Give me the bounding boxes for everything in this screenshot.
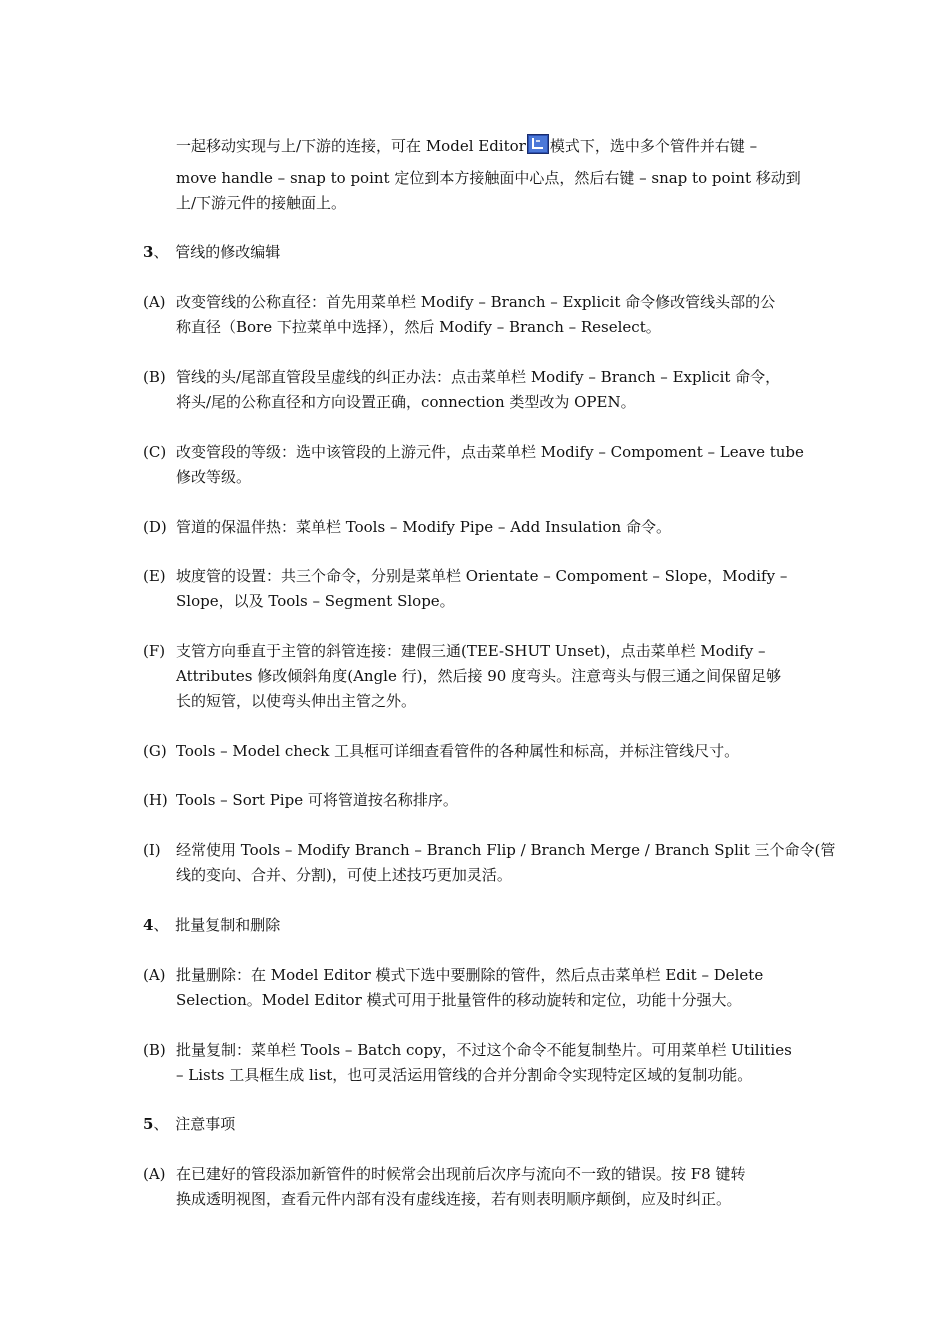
s3-item-c-label: (C)	[143, 443, 167, 461]
s3-item-g-label: (G)	[143, 742, 167, 760]
s3-item-i-label: (I)	[143, 841, 161, 859]
s3-item-b-line-2: 将头/尾的公称直径和方向设置正确，connection 类型改为 OPEN。	[176, 393, 636, 411]
s4-item-b-label: (B)	[143, 1041, 166, 1059]
section-4-heading	[143, 915, 280, 935]
s3-item-a-label: (A)	[143, 293, 166, 311]
s3-item-f-line-3: 长的短管，以使弯头伸出主管之外。	[176, 692, 417, 710]
section-4-sep: 、	[153, 916, 169, 934]
section-4-title: 批量复制和删除	[175, 916, 281, 934]
section-5-title: 注意事项	[175, 1115, 236, 1133]
s3-item-e-label: (E)	[143, 567, 166, 585]
s3-item-e-line-1: 坡度管的设置：共三个命令，分别是菜单栏 Orientate – Compoment – Slope，Modify –	[176, 567, 788, 585]
s3-item-h-line-1: Tools – Sort Pipe 可将管道按名称排序。	[176, 791, 458, 809]
section-3-title: 管线的修改编辑	[175, 243, 281, 261]
s5-item-a-label: (A)	[143, 1165, 166, 1183]
s3-item-i-line-1: 经常使用 Tools – Modify Branch – Branch Flip / Branch Merge / Branch Split 三个命令(管	[176, 841, 836, 859]
intro-line-1	[176, 134, 757, 156]
s3-item-b-line-1: 管线的头/尾部直管段呈虚线的纠正办法：点击菜单栏 Modify – Branch – Explicit 命令，	[176, 368, 781, 386]
s5-item-a-line-1: 在已建好的管段添加新管件的时候常会出现前后次序与流向不一致的错误。按 F8 键转	[176, 1165, 746, 1183]
s3-item-a-line-1: 改变管线的公称直径：首先用菜单栏 Modify – Branch – Explicit 命令修改管线头部的公	[176, 293, 776, 311]
s3-item-g-line-1: Tools – Model check 工具框可详细查看管件的各种属性和标高，并标注管线尺寸。	[176, 742, 740, 760]
s3-item-b-label: (B)	[143, 368, 166, 386]
section-3-sep: 、	[153, 243, 169, 261]
section-5-sep: 、	[153, 1115, 169, 1133]
s4-item-a-line-1: 批量删除：在 Model Editor 模式下选中要删除的管件，然后点击菜单栏 Edit – Delete	[176, 966, 764, 984]
s3-item-h-label: (H)	[143, 791, 168, 809]
intro-line-2: move handle – snap to point 定位到本方接触面中心点，然后右键 – snap to point 移动到	[176, 169, 801, 187]
model-editor-icon	[527, 134, 549, 154]
s4-item-a-label: (A)	[143, 966, 166, 984]
section-3-number: 3	[143, 243, 154, 261]
s4-item-b-line-2: – Lists 工具框生成 list，也可灵活运用管线的合并分割命令实现特定区域的复制功能。	[176, 1066, 753, 1084]
s3-item-f-label: (F)	[143, 642, 166, 660]
s3-item-e-line-2: Slope，以及 Tools – Segment Slope。	[176, 592, 455, 610]
intro-line-1-text-b: 模式下，选中多个管件并右键 –	[549, 137, 758, 155]
section-5-heading	[143, 1114, 235, 1134]
s3-item-i-line-2: 线的变向、合并、分割)，可使上述技巧更加灵活。	[176, 866, 512, 884]
section-4-number: 4	[143, 916, 154, 934]
intro-line-3: 上/下游元件的接触面上。	[176, 194, 347, 212]
s3-item-f-line-2: Attributes 修改倾斜角度(Angle 行)，然后接 90 度弯头。注意弯头与假三通之间保留足够	[176, 667, 782, 685]
s3-item-d-label: (D)	[143, 518, 167, 536]
s3-item-c-line-1: 改变管段的等级：选中该管段的上游元件，点击菜单栏 Modify – Compoment – Leave tube	[176, 443, 804, 461]
s3-item-d-line-1: 管道的保温伴热：菜单栏 Tools – Modify Pipe – Add Insulation 命令。	[176, 518, 671, 536]
s3-item-c-line-2: 修改等级。	[176, 468, 252, 486]
s5-item-a-line-2: 换成透明视图，查看元件内部有没有虚线连接，若有则表明顺序颠倒，应及时纠正。	[176, 1190, 732, 1208]
s3-item-a-line-2: 称直径（Bore 下拉菜单中选择），然后 Modify – Branch – Reselect。	[176, 318, 661, 336]
s4-item-b-line-1: 批量复制：菜单栏 Tools – Batch copy，不过这个命令不能复制垫片。可用菜单栏 Utilities	[176, 1041, 792, 1059]
s3-item-f-line-1: 支管方向垂直于主管的斜管连接：建假三通(TEE-SHUT Unset)，点击菜单栏 Modify –	[176, 642, 766, 660]
s4-item-a-line-2: Selection。Model Editor 模式可用于批量管件的移动旋转和定位，功能十分强大。	[176, 991, 742, 1009]
intro-line-1-text-a: 一起移动实现与上/下游的连接，可在 Model Editor	[176, 137, 526, 155]
section-5-number: 5	[143, 1115, 154, 1133]
section-3-heading	[143, 242, 280, 262]
